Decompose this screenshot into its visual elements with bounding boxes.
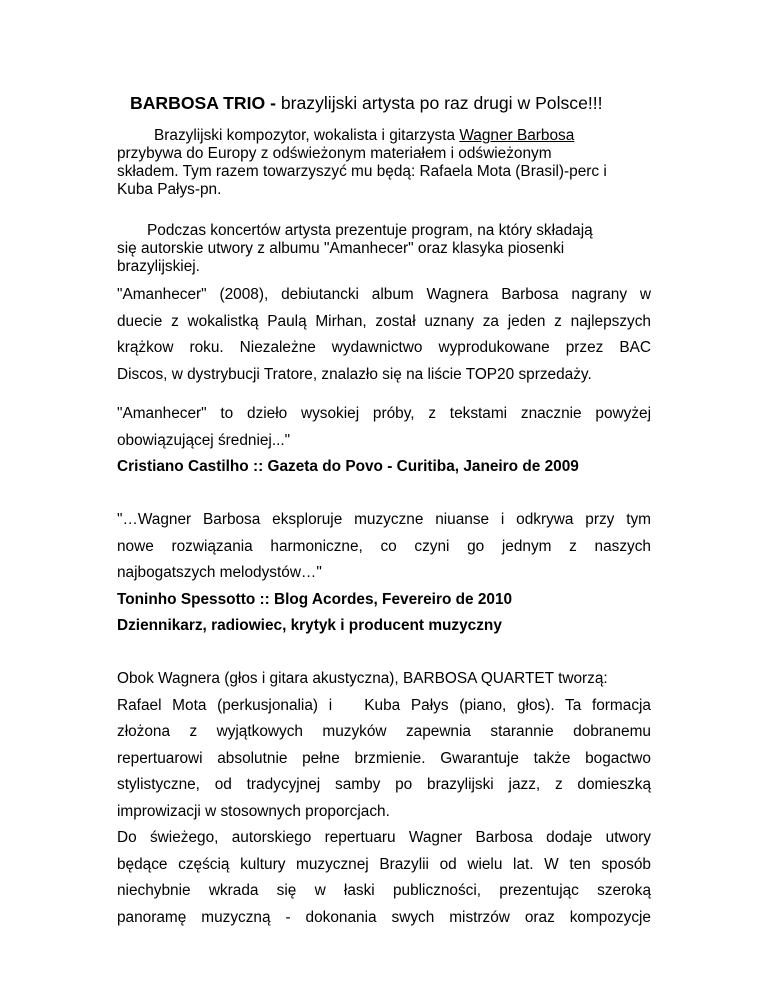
album-line-3: krążkow roku. Niezależne wydawnictwo wyprodukowane przez BAC <box>117 339 651 357</box>
title-subtitle: brazylijski artysta po raz drugi w Polsce!!! <box>275 93 603 113</box>
quartet-line-2: Rafael Mota (perkusjonalia) i Kuba Pałys (piano, głos). Ta formacja <box>117 696 651 714</box>
repertoire-line-3: niechybnie wkrada się w łaski publiczności, prezentując szeroką <box>117 882 651 900</box>
title-band-name: BARBOSA TRIO - <box>130 93 276 113</box>
album-line-2: duecie z wokalistką Paulą Mirhan, został uznany za jeden z najlepszych <box>117 312 651 330</box>
intro-line-1 <box>117 127 651 145</box>
repertoire-line-2: będące częścią kultury muzycznej Brazylii od wielu lat. W ten sposób <box>117 855 651 873</box>
intro-text: Brazylijski kompozytor, wokalista i gitarzysta <box>154 127 460 144</box>
quote-2-line-1: "…Wagner Barbosa eksploruje muzyczne niuanse i odkrywa przy tym <box>117 511 651 528</box>
quote-1-line-2: obowiązującej średniej..." <box>117 431 291 449</box>
quote-2-line-2: nowe rozwiązania harmoniczne, co czyni go jednym z naszych <box>117 537 651 555</box>
album-line-4: Discos, w dystrybucji Tratore, znalazło się na liście TOP20 sprzedaży. <box>117 365 592 383</box>
page-title <box>130 93 670 114</box>
quote-2-attribution-1: Toninho Spessotto :: Blog Acordes, Fevereiro de 2010 <box>117 590 513 608</box>
quartet-line-1: Obok Wagnera (głos i gitara akustyczna), BARBOSA QUARTET tworzą: <box>117 670 608 687</box>
quote-1 <box>117 401 651 481</box>
quote-2 <box>117 507 651 640</box>
quartet-line-4: repertuarowi absolutnie pełne brzmienie. Gwarantuje także bogactwo <box>117 749 651 767</box>
repertoire-paragraph <box>117 825 651 931</box>
program-line-3: brazylijskiej. <box>117 258 200 275</box>
program-paragraph <box>117 222 651 276</box>
quote-2-attribution-2: Dziennikarz, radiowiec, krytyk i producent muzyczny <box>117 617 502 635</box>
artist-link[interactable]: Wagner Barbosa <box>459 127 575 144</box>
intro-paragraph <box>117 127 651 199</box>
intro-line-2: przybywa do Europy z odświeżonym materiałem i odświeżonym <box>117 145 552 162</box>
quote-2-line-3: najbogatszych melodystów…" <box>117 564 322 582</box>
album-line-1: "Amanhecer" (2008), debiutancki album Wagnera Barbosa nagrany w <box>117 286 651 303</box>
repertoire-line-4: panoramę muzyczną - dokonania swych mistrzów oraz kompozycje <box>117 908 651 926</box>
album-paragraph <box>117 282 651 388</box>
intro-line-3: składem. Tym razem towarzyszyć mu będą: Rafaela Mota (Brasil)-perc i <box>117 163 607 180</box>
quote-1-line-1: "Amanhecer" to dzieło wysokiej próby, z tekstami znacznie powyżej <box>117 405 651 422</box>
quote-1-attribution: Cristiano Castilho :: Gazeta do Povo - Curitiba, Janeiro de 2009 <box>117 458 579 476</box>
quartet-line-6: improwizacji w stosownych proporcjach. <box>117 802 390 820</box>
repertoire-line-1: Do świeżego, autorskiego repertuaru Wagner Barbosa dodaje utwory <box>117 829 651 846</box>
quartet-line-3: złożona z wyjątkowych muzyków zapewnia starannie dobranemu <box>117 723 651 741</box>
intro-line-4: Kuba Pałys-pn. <box>117 181 222 198</box>
quartet-line-5: stylistyczne, od tradycyjnej samby po brazylijski jazz, z domieszką <box>117 776 651 794</box>
program-line-1: Podczas koncertów artysta prezentuje program, na który składają <box>147 222 593 239</box>
program-line-2: się autorskie utwory z albumu "Amanhecer" oraz klasyka piosenki <box>117 240 565 257</box>
quartet-paragraph <box>117 666 651 826</box>
